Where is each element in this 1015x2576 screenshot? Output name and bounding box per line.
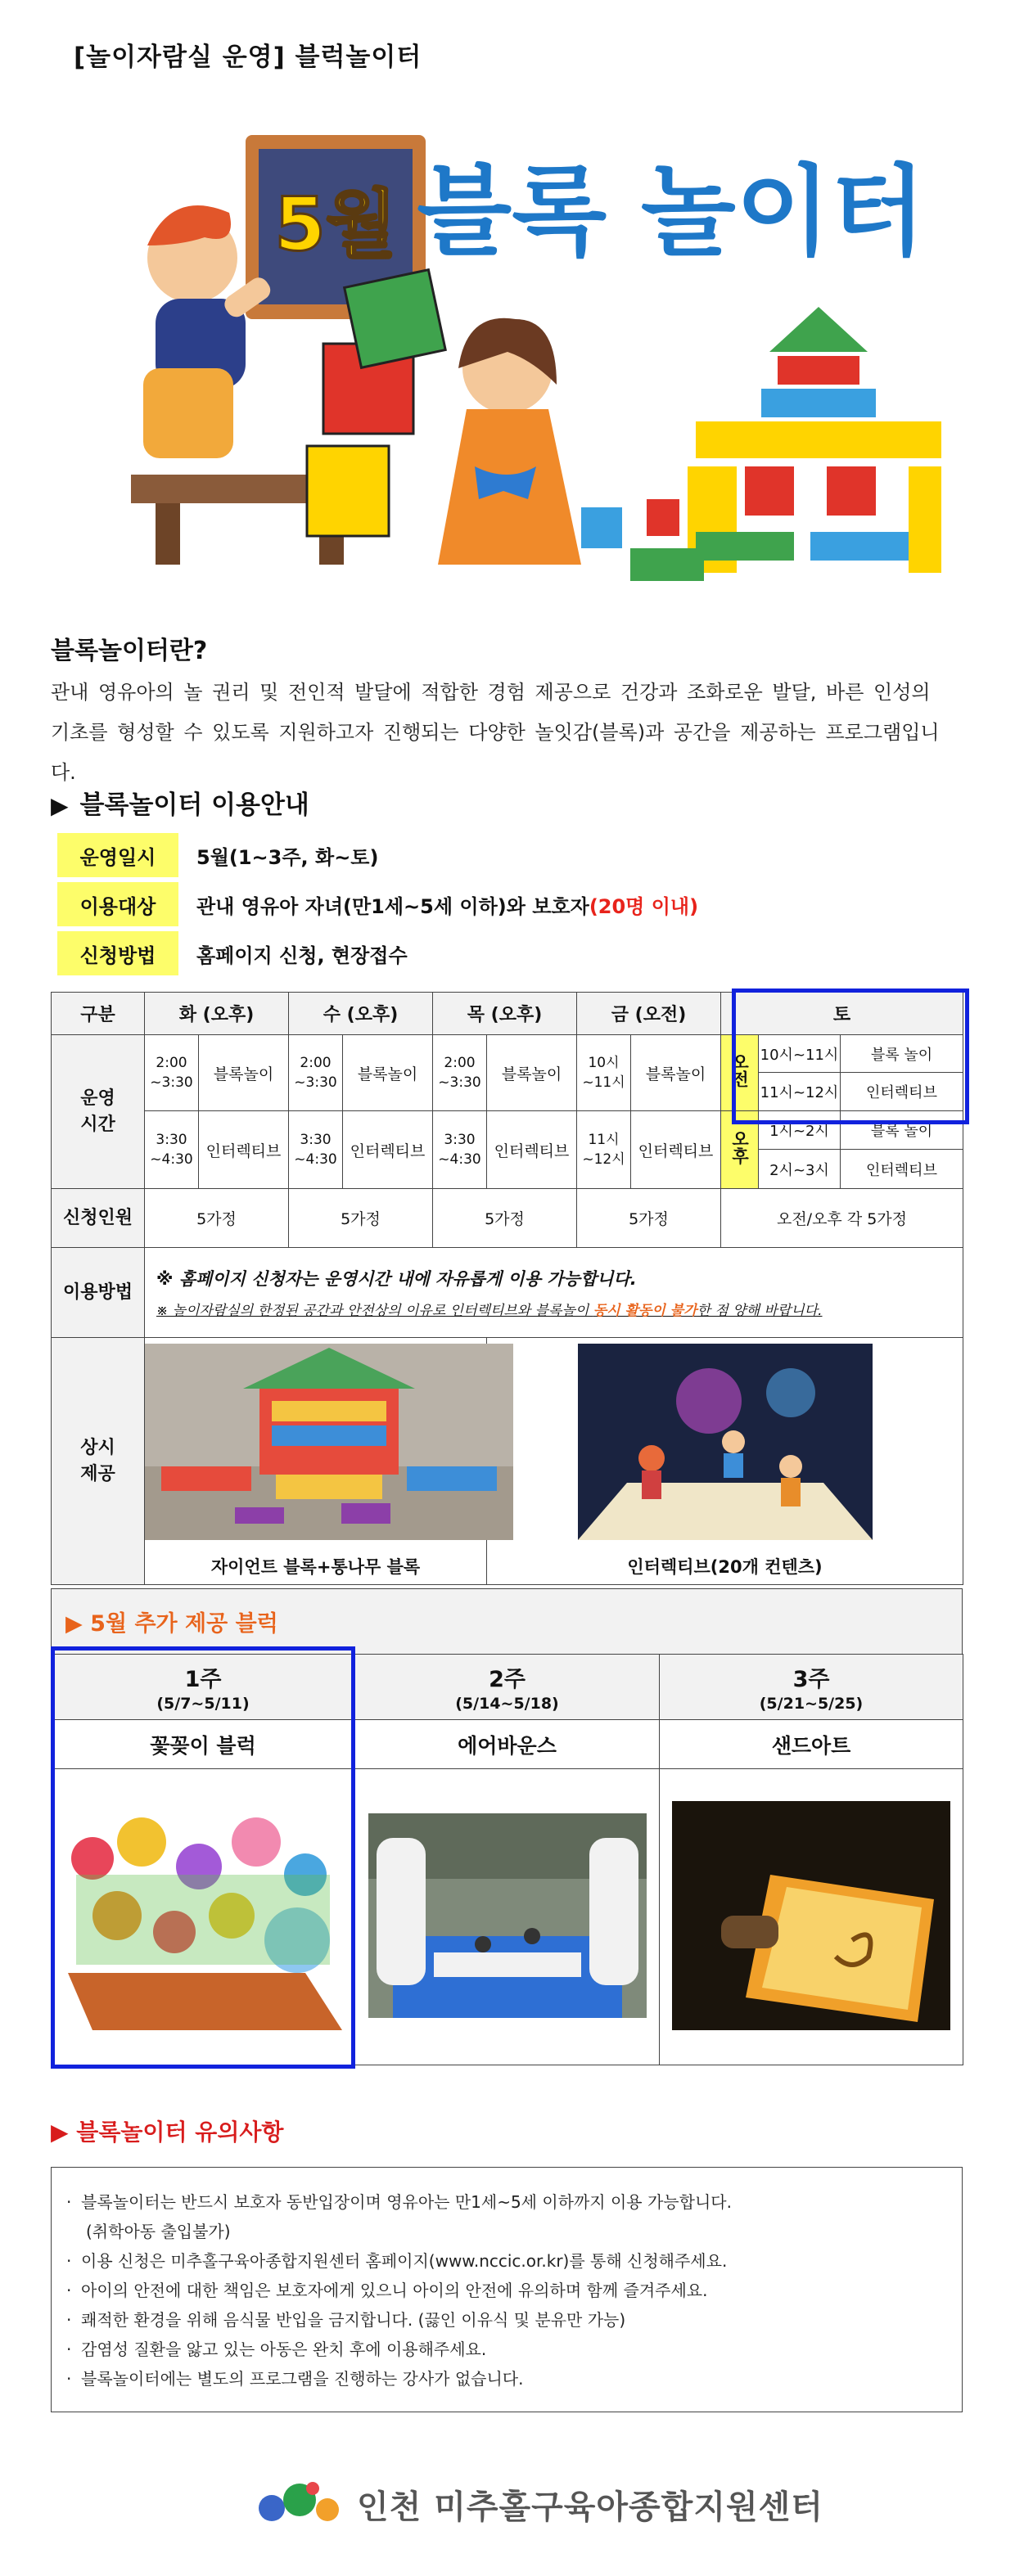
always-caption: 자이언트 블록+통나무 블록 <box>210 1557 421 1577</box>
always-caption: 인터렉티브(20개 컨텐츠) <box>627 1557 823 1577</box>
row-label-usage: 이용방법 <box>52 1248 145 1338</box>
air-bounce-photo <box>368 1813 647 2018</box>
triangle-right-icon: ▶ <box>51 2119 77 2146</box>
info-value: 5월(1~3주, 화~토) <box>196 845 379 869</box>
caution-list <box>51 2167 963 2412</box>
interactive-photo <box>578 1344 873 1540</box>
page-title: [놀이자람실 운영] 블럭놀이터 <box>74 43 422 72</box>
usage-line-1: ※ 홈페이지 신청자는 운영시간 내에 자유롭게 이용 가능합니다. <box>156 1269 637 1289</box>
sat-activity: 인터렉티브 <box>866 1084 937 1101</box>
sat-activity: 인터렉티브 <box>866 1161 937 1179</box>
caution-item: · 감염성 질환을 앓고 있는 아동은 완치 후에 이용해주세요. <box>66 2335 947 2364</box>
triangle-right-icon: ▶ <box>51 792 69 819</box>
highlight-box-week1 <box>51 1646 355 2069</box>
week-header: 3주 (5/21~5/25) <box>660 1655 963 1720</box>
activity-cell: 인터렉티브 <box>199 1111 289 1189</box>
col-header: 화 (오후) <box>145 993 289 1035</box>
month-badge: 5월 <box>274 182 397 268</box>
sat-time: 11시~12시 <box>759 1073 841 1110</box>
time-cell: 2:00 ~3:30 <box>433 1035 487 1111</box>
week-block-name: 샌드아트 <box>660 1720 963 1769</box>
intro-paragraph <box>51 673 959 793</box>
triangle-right-icon: ▶ <box>65 1611 91 1637</box>
sat-pm-label: 오후 <box>721 1111 759 1189</box>
col-header: 금 (오전) <box>577 993 721 1035</box>
applicants-cell: 5가정 <box>289 1189 433 1248</box>
intro-heading: 블록놀이터란? <box>51 637 208 665</box>
info-value: 홈페이지 신청, 현장접수 <box>196 943 408 967</box>
week-header: 2주 (5/14~5/18) <box>355 1655 660 1720</box>
col-header: 구분 <box>52 993 145 1035</box>
time-cell: 11시 ~12시 <box>577 1111 631 1189</box>
row-label-time: 운영 시간 <box>52 1035 145 1189</box>
applicants-cell: 5가정 <box>145 1189 289 1248</box>
guide-heading-text: 블록놀이터 이용안내 <box>79 790 309 820</box>
caution-item: · 아이의 안전에 대한 책임은 보호자에게 있으니 아이의 안전에 유의하며 함께 즐겨주세요. <box>66 2276 947 2305</box>
week-block-name: 꽃꽂이 블럭 <box>52 1720 355 1769</box>
sat-time: 1시~2시 <box>759 1111 841 1149</box>
block-castle-illustration <box>581 307 941 581</box>
caution-item: · 블록놀이터는 반드시 보호자 동반입장이며 영유아는 만1세~5세 이하까지 이용 가능합니다. <box>66 2187 947 2217</box>
info-tag: 이용대상 <box>57 882 178 926</box>
applicants-cell: 5가정 <box>433 1189 577 1248</box>
caution-item: · 이용 신청은 미추홀구육아종합지원센터 홈페이지(www.nccic.or.kr)를 통해 신청해주세요. <box>66 2246 947 2276</box>
sat-time: 10시~11시 <box>759 1035 841 1072</box>
time-cell: 3:30 ~4:30 <box>289 1111 343 1189</box>
time-cell: 2:00 ~3:30 <box>145 1035 199 1111</box>
capacity-note: (20명 이내) <box>589 894 699 918</box>
caution-heading: ▶ 블록놀이터 유의사항 <box>51 2119 284 2146</box>
activity-cell: 인터렉티브 <box>487 1111 577 1189</box>
activity-cell: 블록놀이 <box>199 1035 289 1111</box>
sat-activity: 블록 놀이 <box>870 1046 933 1064</box>
activity-cell: 블록놀이 <box>487 1035 577 1111</box>
girl-illustration <box>438 318 581 565</box>
time-cell: 10시 ~11시 <box>577 1035 631 1111</box>
info-row-date <box>57 833 378 877</box>
week-image-cell <box>355 1769 660 2065</box>
usage-cell <box>145 1248 963 1338</box>
hero-title: 블록 놀이터 <box>417 155 926 269</box>
activity-cell: 인터렉티브 <box>631 1111 721 1189</box>
always-cell-interactive <box>487 1338 963 1585</box>
applicants-cell: 오전/오후 각 5가정 <box>721 1189 963 1248</box>
week-header: 1주 (5/7~5/11) <box>52 1655 355 1720</box>
caution-item: · 쾌적한 환경을 위해 음식물 반입을 금지합니다. (끓인 이유식 및 분유만 가능) <box>66 2305 947 2335</box>
caution-item-note: (취학아동 출입불가) <box>86 2222 231 2241</box>
activity-cell: 인터렉티브 <box>343 1111 433 1189</box>
week-image-cell <box>660 1769 963 2065</box>
info-tag: 신청방법 <box>57 931 178 975</box>
time-cell: 3:30 ~4:30 <box>433 1111 487 1189</box>
info-row-target <box>57 882 698 926</box>
week-block-name: 에어바운스 <box>355 1720 660 1769</box>
col-header: 토 <box>721 993 963 1035</box>
info-tag: 운영일시 <box>57 833 178 877</box>
info-value: 관내 영유아 자녀(만1세~5세 이하)와 보호자(20명 이내) <box>196 894 699 918</box>
sand-art-photo <box>672 1801 950 2030</box>
center-logo-icon <box>254 2475 344 2533</box>
intro-line-2: 기초를 형성할 수 있도록 지원하고자 진행되는 다양한 놀잇감(블록)과 공간을 제공하는 프로그램입니다. <box>51 721 940 784</box>
weekly-heading: ▶ 5월 추가 제공 블럭 <box>65 1611 278 1637</box>
time-cell: 3:30 ~4:30 <box>145 1111 199 1189</box>
row-label-applicants: 신청인원 <box>52 1189 145 1248</box>
highlight-box-saturday <box>732 989 969 1124</box>
always-cell-blocks <box>145 1338 487 1585</box>
footer-org <box>254 2471 823 2537</box>
guide-heading <box>51 784 309 821</box>
sat-am-label: 오전 <box>721 1035 759 1111</box>
footer-org-name: 인천 미추홀구육아종합지원센터 <box>357 2488 823 2526</box>
intro-line-1: 관내 영유아의 놀 권리 및 전인적 발달에 적합한 경험 제공으로 건강과 조화로운 발달, 바른 인성의 <box>51 681 931 704</box>
giant-block-photo <box>145 1344 513 1540</box>
col-header: 목 (오후) <box>433 993 577 1035</box>
usage-line-2: ※ 놀이자람실의 한정된 공간과 안전상의 이유로 인터렉티브와 블록놀이 동시 활동이 불가한 점 양해 바랍니다. <box>156 1303 823 1319</box>
applicants-cell: 5가정 <box>577 1189 721 1248</box>
hero-illustration <box>123 123 941 614</box>
sat-activity: 블록 놀이 <box>870 1123 933 1140</box>
info-row-method <box>57 931 408 975</box>
caution-item: · 블록놀이터에는 별도의 프로그램을 진행하는 강사가 없습니다. <box>66 2364 947 2394</box>
sat-time: 2시~3시 <box>759 1150 841 1188</box>
time-cell: 2:00 ~3:30 <box>289 1035 343 1111</box>
col-header: 수 (오후) <box>289 993 433 1035</box>
activity-cell: 블록놀이 <box>343 1035 433 1111</box>
row-label-always: 상시 제공 <box>52 1338 145 1585</box>
activity-cell: 블록놀이 <box>631 1035 721 1111</box>
